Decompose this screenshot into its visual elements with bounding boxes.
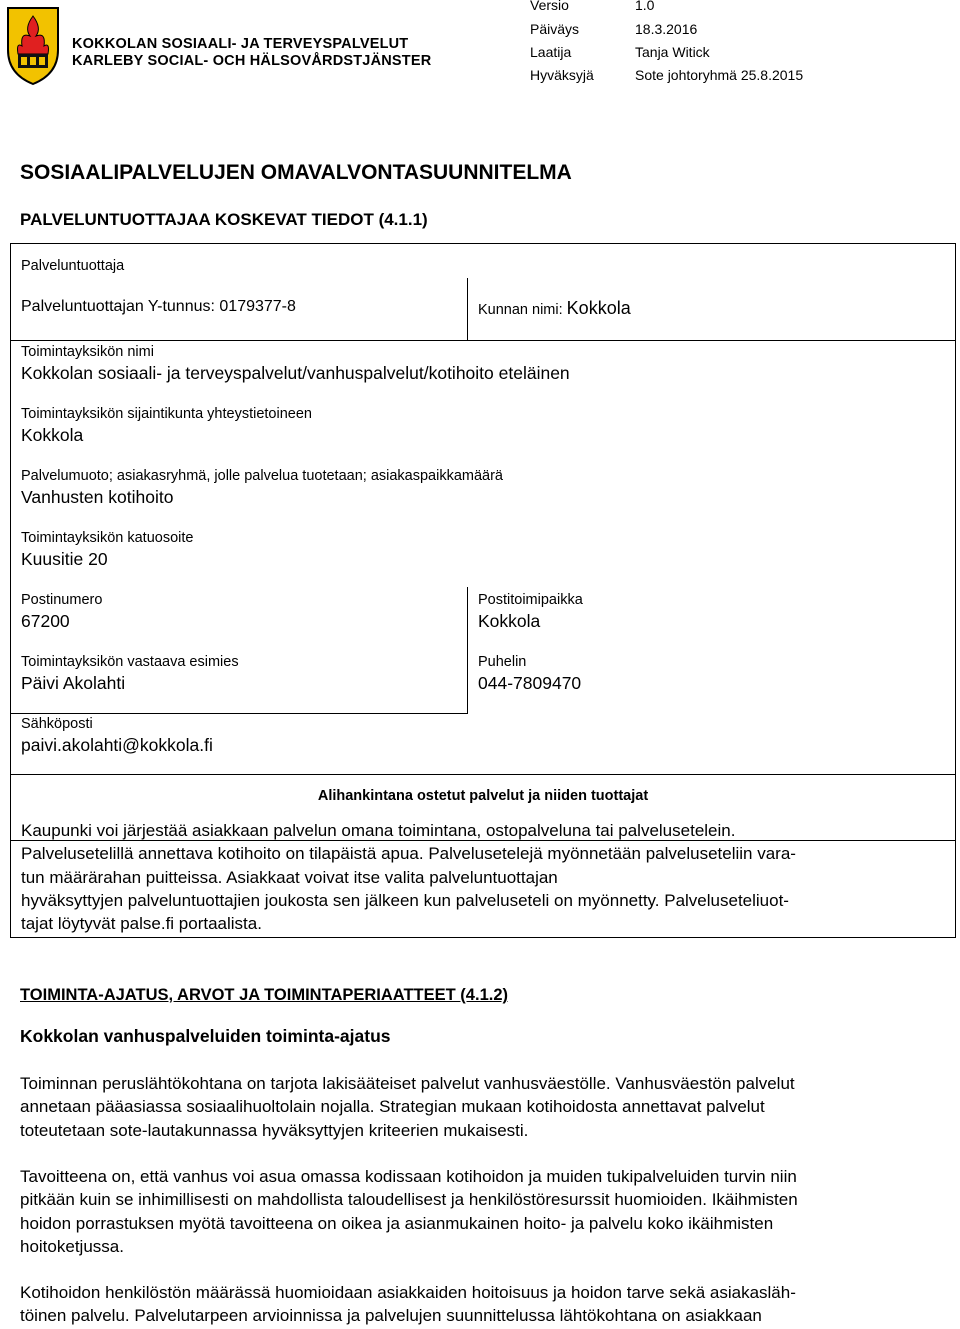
paragraph-line: hoitoketjussa. bbox=[20, 1236, 124, 1256]
row-divider bbox=[11, 713, 468, 714]
meta-version-value: 1.0 bbox=[635, 0, 655, 13]
phone-value: 044-7809470 bbox=[478, 673, 582, 693]
paragraph-line: Kotihoidon henkilöstön määrässä huomioidaan asiakkaiden hoitoisuus ja hoidon tarve sekä asiakasläh- bbox=[20, 1283, 796, 1302]
column-divider bbox=[467, 278, 468, 340]
section-heading-values: TOIMINTA-AJATUS, ARVOT JA TOIMINTAPERIAATTEET (4.1.2) bbox=[20, 986, 508, 1004]
column-divider bbox=[467, 587, 468, 713]
document-title: SOSIAALIPALVELUJEN OMAVALVONTASUUNNITELMA bbox=[20, 161, 572, 184]
post-office-value: Kokkola bbox=[478, 611, 541, 631]
subcontract-line: Palvelusetelillä annettava kotihoito on tilapäistä apua. Palvelusetelejä myönnetään palveluseteliin vara- bbox=[21, 844, 796, 864]
logo bbox=[2, 2, 64, 86]
row-divider bbox=[11, 340, 955, 341]
service-type-label: Palvelumuoto; asiakasryhmä, jolle palvelua tuotetaan; asiakaspaikkamäärä bbox=[21, 468, 503, 484]
ytunnus-label bbox=[21, 298, 296, 316]
section-title-provider-info: PALVELUNTUOTTAJAA KOSKEVAT TIEDOT (4.1.1) bbox=[20, 210, 428, 229]
paragraph-line: pitkään kuin se inhimillisesti on mahdollista taloudellisest ja henkilöstöresurssit huomioiden. Ikäihmisten bbox=[20, 1190, 798, 1210]
meta-date-label: Päiväys bbox=[530, 21, 580, 37]
municipality-field bbox=[478, 298, 631, 319]
email-label: Sähköposti bbox=[21, 716, 93, 732]
meta-author-label: Laatija bbox=[530, 44, 572, 60]
meta-author-value: Tanja Witick bbox=[635, 44, 710, 60]
org-name-sv: KARLEBY SOCIAL- OCH HÄLSOVÅRDSTJÄNSTER bbox=[72, 53, 432, 69]
subcontract-line: tun määrärahan puitteissa. Asiakkaat voivat itse valita palveluntuottajan bbox=[21, 867, 558, 887]
manager-value: Päivi Akolahti bbox=[21, 673, 126, 693]
phone-label: Puhelin bbox=[478, 654, 527, 670]
municipality-label: Kunnan nimi: bbox=[478, 302, 563, 318]
subcontract-line: tajat löytyvät palse.fi portaalista. bbox=[21, 914, 262, 934]
ytunnus-value: 0179377-8 bbox=[219, 298, 296, 315]
postcode-label: Postinumero bbox=[21, 592, 103, 608]
municipality-value: Kokkola bbox=[566, 298, 631, 318]
unit-name-label: Toimintayksikön nimi bbox=[21, 344, 154, 360]
subcontract-text bbox=[21, 819, 951, 935]
location-value: Kokkola bbox=[21, 425, 84, 445]
provider-info-table bbox=[10, 243, 956, 938]
paragraph-line: töinen palvelu. Palvelutarpeen arvioinnissa ja palvelujen suunnittelussa lähtökohtana on asiakkaan bbox=[20, 1306, 762, 1326]
email-value: paivi.akolahti@kokkola.fi bbox=[21, 735, 213, 755]
paragraph-line: Toiminnan peruslähtökohtana on tarjota lakisääteiset palvelut vanhusväestölle. Vanhusväestön palvelut bbox=[20, 1074, 795, 1093]
manager-label: Toimintayksikön vastaava esimies bbox=[21, 654, 239, 670]
row-divider bbox=[11, 774, 955, 775]
location-label: Toimintayksikön sijaintikunta yhteystietoineen bbox=[21, 406, 312, 422]
ytunnus-label-text: Palveluntuottajan Y-tunnus: bbox=[21, 298, 215, 315]
mission-paragraph-3 bbox=[20, 1281, 950, 1328]
coat-of-arms-icon bbox=[2, 2, 64, 86]
street-address-label: Toimintayksikön katuosoite bbox=[21, 530, 194, 546]
paragraph-line: toteutetaan sote-lautakunnassa hyväksyttyjen kriteerien mukaisesti. bbox=[20, 1120, 529, 1140]
mission-paragraph-1 bbox=[20, 1072, 950, 1142]
paragraph-line: annetaan pääasiassa sosiaalihuoltolain nojalla. Strategian mukaan kotihoidosta annettavat palvelut bbox=[20, 1097, 765, 1117]
paragraph-line: Tavoitteena on, että vanhus voi asua omassa kodissaan kotihoidon ja muiden tukipalveluiden turvin niin bbox=[20, 1167, 797, 1186]
meta-version-label: Versio bbox=[530, 0, 569, 13]
mission-paragraph-2 bbox=[20, 1165, 950, 1258]
postcode-value: 67200 bbox=[21, 611, 70, 631]
meta-date-value: 18.3.2016 bbox=[635, 21, 698, 37]
street-address-value: Kuusitie 20 bbox=[21, 549, 108, 569]
provider-heading: Palveluntuottaja bbox=[21, 258, 125, 274]
meta-approver-value: Sote johtoryhmä 25.8.2015 bbox=[635, 67, 804, 83]
subcontract-heading: Alihankintana ostetut palvelut ja niiden tuottajat bbox=[317, 788, 649, 804]
meta-approver-label: Hyväksyjä bbox=[530, 67, 594, 83]
mission-subheading: Kokkolan vanhuspalveluiden toiminta-ajatus bbox=[20, 1026, 391, 1046]
subcontract-line: Kaupunki voi järjestää asiakkaan palvelun omana toimintana, ostopalveluna tai palvelusetelein. bbox=[21, 821, 736, 840]
post-office-label: Postitoimipaikka bbox=[478, 592, 583, 608]
service-type-value: Vanhusten kotihoito bbox=[21, 487, 174, 507]
unit-name-value: Kokkolan sosiaali- ja terveyspalvelut/vanhuspalvelut/kotihoito eteläinen bbox=[21, 363, 570, 383]
org-name-fi: KOKKOLAN SOSIAALI- JA TERVEYSPALVELUT bbox=[72, 36, 409, 52]
paragraph-line: hoidon porrastuksen myötä tavoitteena on oikea ja asianmukainen hoito- ja palvelu koko ikäihmisten bbox=[20, 1213, 774, 1233]
subcontract-line: hyväksyttyjen palveluntuottajien joukosta sen jälkeen kun palveluseteli on myönnetty. Palveluseteliuot- bbox=[21, 890, 789, 910]
